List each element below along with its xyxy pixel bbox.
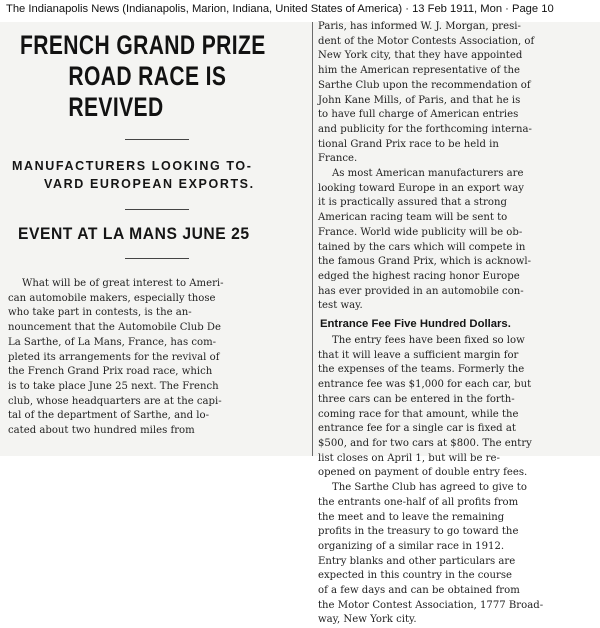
article-line: entrance fee for a single car is fixed at <box>318 423 516 435</box>
article-body-left <box>6 277 304 439</box>
source-line: The Indianapolis News (Indianapolis, Marion, Indiana, United States of America) · 13 Feb 1911, Mon · Page 10 <box>6 3 554 15</box>
article-line: tal of the department of Sarthe, and lo- <box>8 410 210 422</box>
article-line: can automobile makers, especially those <box>8 292 216 304</box>
article-line: of a few days and can be obtained from <box>318 585 520 597</box>
article-line: list closes on April 1, but will be re- <box>318 452 500 464</box>
article-line: John Kane Mills, of Paris, and that he is <box>318 94 521 106</box>
article-line: expected in this country in the course <box>318 570 512 582</box>
article-line: him the American representative of the <box>318 65 521 77</box>
subdeck-headline: EVENT AT LA MANS JUNE 25 <box>18 224 250 243</box>
article-line: the French Grand Prix road race, which <box>8 366 213 378</box>
article-line: test way. <box>318 300 363 312</box>
article-line: France. <box>318 153 358 165</box>
article-line: is to take place June 25 next. The French <box>8 380 219 392</box>
article-line: way, New York city. <box>318 614 417 626</box>
article-line: pleted its arrangements for the revival of <box>8 351 220 363</box>
article-line: The entry fees have been fixed so low <box>332 335 525 347</box>
deck-headline <box>6 157 308 193</box>
article-line: edged the highest racing honor Europe <box>318 270 520 282</box>
article-line: cated about two hundred miles from <box>8 425 195 437</box>
article-line: Paris, has informed W. J. Morgan, presi- <box>318 21 521 32</box>
article-line: tional Grand Prix race to be held in <box>318 138 499 150</box>
article-line: dent of the Motor Contests Association, of <box>318 35 535 47</box>
article-line: American racing team will be sent to <box>318 212 508 224</box>
article-body-right-2 <box>318 334 594 628</box>
article-line: organizing of a similar race in 1912. <box>318 540 505 552</box>
article-line: club, whose headquarters are at the capi- <box>8 395 222 407</box>
article-body-right <box>318 20 594 314</box>
article-line: the Motor Contest Association, 1777 Broad- <box>318 599 544 611</box>
article-line: three cars can be entered in the forth- <box>318 393 515 405</box>
subhead: Entrance Fee Five Hundred Dollars. <box>320 318 511 331</box>
article-line: France. World wide publicity will be ob- <box>318 226 523 238</box>
article-line: coming race for that amount, while the <box>318 408 519 420</box>
article-line: tained by the cars which will compete in <box>318 241 526 253</box>
column-rule <box>312 22 313 456</box>
deck-line-2: VARD EUROPEAN EXPORTS. <box>44 177 255 191</box>
headline-rule <box>125 139 189 140</box>
headline-line-1: FRENCH GRAND PRIZE <box>20 30 266 60</box>
headline-line-2: ROAD RACE IS REVIVED <box>68 61 227 122</box>
article-line: has ever provided in an automobile con- <box>318 285 524 297</box>
article-line: As most American manufacturers are <box>332 168 524 180</box>
deck-line-1: MANUFACTURERS LOOKING TO- <box>12 159 253 173</box>
article-line: profits in the treasury to go toward the <box>318 526 519 538</box>
article-line: to have full charge of American entries <box>318 109 519 121</box>
article-line: entrance fee was $1,000 for each car, but <box>318 379 532 391</box>
article-line: The Sarthe Club has agreed to give to <box>332 482 527 494</box>
article-line: New York city, that they have appointed <box>318 50 523 62</box>
article-line: it is practically assured that a strong <box>318 197 507 209</box>
article-line: What will be of great interest to Ameri- <box>22 278 224 289</box>
left-column <box>6 22 308 456</box>
article-line: nouncement that the Automobile Club De <box>8 322 221 334</box>
article-line: that it will leave a sufficient margin for <box>318 349 519 361</box>
deck-rule <box>125 209 189 210</box>
article-line: the expenses of the teams. Formerly the <box>318 364 525 376</box>
article-line: La Sarthe, of La Mans, France, has com- <box>8 336 217 348</box>
right-column <box>318 21 598 626</box>
article-line: opened on payment of double entry fees. <box>318 467 528 479</box>
newspaper-clipping <box>0 21 600 626</box>
headline <box>20 30 316 123</box>
article-line: and publicity for the forthcoming interna- <box>318 123 532 135</box>
article-line: the famous Grand Prix, which is acknowl- <box>318 256 532 268</box>
article-line: Entry blanks and other particulars are <box>318 555 516 567</box>
article-line: the meet and to leave the remaining <box>318 511 505 523</box>
article-line: $500, and for two cars at $800. The entry <box>318 437 532 449</box>
article-line: the entrants one-half of all profits from <box>318 496 519 508</box>
article-line: who take part in contests, is the an- <box>8 307 192 319</box>
article-line: Sarthe Club upon the recommendation of <box>318 79 531 91</box>
article-line: looking toward Europe in an export way <box>318 182 524 194</box>
subdeck-rule <box>125 258 189 259</box>
